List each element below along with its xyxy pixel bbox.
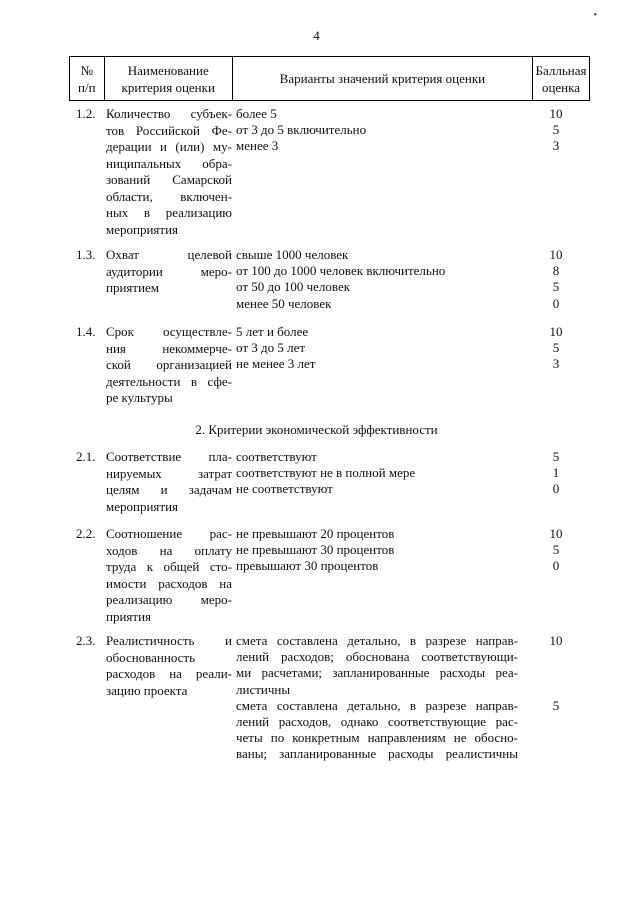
section-title: 2. Критерии экономической эффективности <box>195 422 438 437</box>
variant-list: смета составлена детально, в разрезе направ- лений расходов; обоснована соответствующи- ми расчетами; запланированные расходы реа- листичны смета составлена детально, в разрезе направ- лений расходов, однако соответствующие рас- четы по конкретным направлениям не обосно- ваны; запланированные расходы реалистичны <box>236 633 518 762</box>
criterion-name: Количество субъек- тов Российской Фе- дерации и (или) му- ниципальных обра- зований Самарской области, включен- ных в реализацию мероприятия <box>106 106 232 237</box>
criterion-name: Соответствие пла- нируемых затрат целям и задачам мероприятия <box>106 449 232 514</box>
criterion-name: Соотношение рас- ходов на оплату труда к общей сто- имости расходов на реализацию меро- приятия <box>106 526 232 624</box>
header-variants: Варианты значений критерия оценки <box>232 57 532 101</box>
variant-list: более 5 от 3 до 5 включительно менее 3 <box>236 106 367 154</box>
criterion-name: Реалистичность и обоснованность расходов на реали- зацию проекта <box>106 633 232 698</box>
score-list: 10 8 5 0 <box>549 247 563 311</box>
header-score: Балльная оценка <box>533 57 590 101</box>
score-list: 10 5 <box>549 633 563 713</box>
score-list: 10 5 3 <box>549 324 563 372</box>
score-list: 5 1 0 <box>552 449 560 497</box>
variant-list: свыше 1000 человек от 100 до 1000 человек включительно от 50 до 100 человек менее 50 человек <box>236 247 446 311</box>
table-header <box>69 56 590 101</box>
row-number: 2.3. <box>76 633 96 648</box>
criterion-name: Охват целевой аудитории меро- приятием <box>106 247 232 295</box>
score-list: 10 5 0 <box>549 526 563 574</box>
corner-mark: • <box>593 10 597 21</box>
header-num: № п/п <box>70 57 105 101</box>
row-number: 1.4. <box>76 324 96 339</box>
variant-list: соответствуют соответствуют не в полной мере не соответствуют <box>236 449 416 497</box>
row-number: 2.2. <box>76 526 96 541</box>
page-number: 4 <box>313 28 320 43</box>
row-number: 1.3. <box>76 247 96 262</box>
row-number: 2.1. <box>76 449 96 464</box>
score-list: 10 5 3 <box>549 106 563 154</box>
variant-list: не превышают 20 процентов не превышают 30 процентов превышают 30 процентов <box>236 526 395 574</box>
row-number: 1.2. <box>76 106 96 121</box>
criterion-name: Срок осуществле- ния некоммерче- ской организацией деятельности в сфе- ре культуры <box>106 324 232 405</box>
variant-list: 5 лет и более от 3 до 5 лет не менее 3 лет <box>236 324 316 372</box>
header-name: Наименование критерия оценки <box>104 57 232 101</box>
